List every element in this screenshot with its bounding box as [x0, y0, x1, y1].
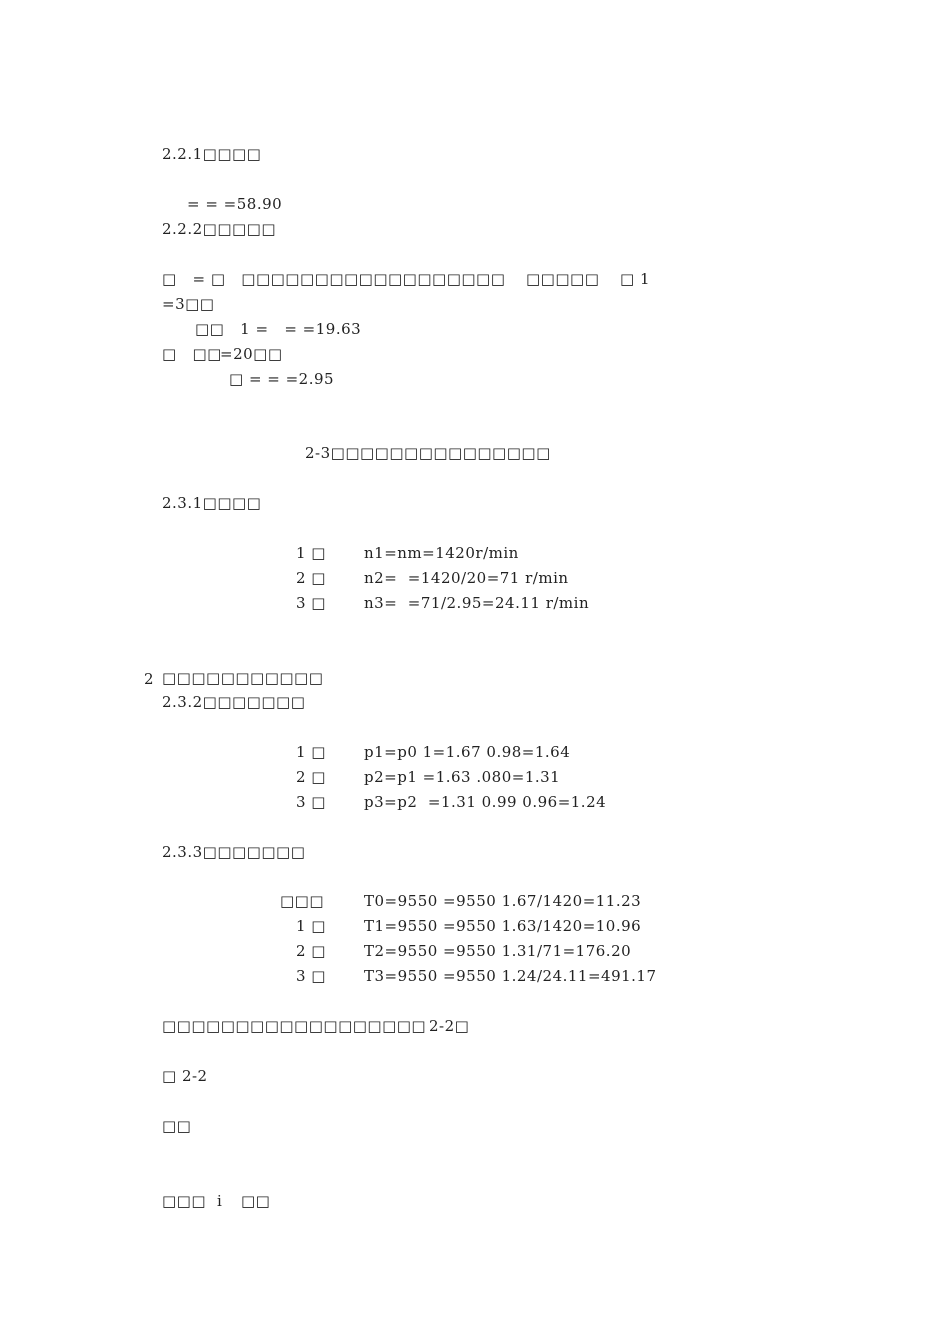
torque-value: T1=9550 =9550 1.63/1420=10.96: [364, 917, 642, 935]
speed-label: 2 □: [296, 569, 326, 587]
torque-label: □□□: [280, 892, 325, 910]
table-caption: □ 2-2: [162, 1067, 208, 1085]
text-line: □□□□□□□□□□□: [162, 669, 324, 687]
power-label: 1 □: [296, 743, 326, 761]
summary-text: □□□□□□□□□□□□□□□□□□: [162, 1017, 427, 1035]
power-label: 2 □: [296, 768, 326, 786]
torque-value: T0=9550 =9550 1.67/1420=11.23: [364, 892, 642, 910]
heading-2-3-3: 2.3.3□□□□□□□: [162, 843, 306, 861]
table-header-cell: □□□: [162, 1192, 207, 1210]
power-value: p2=p1 =1.63 .080=1.31: [364, 768, 561, 786]
table-header-cell: □□: [241, 1192, 271, 1210]
speed-value: n1=nm=1420r/min: [364, 544, 519, 562]
equation-line: = = =58.90: [187, 195, 283, 213]
torque-value: T3=9550 =9550 1.24/24.11=491.17: [364, 967, 657, 985]
summary-ref: 2-2□: [429, 1017, 470, 1035]
text-line: □□□□□: [526, 270, 600, 288]
heading-2-2-2: 2.2.2□□□□□: [162, 220, 277, 238]
section-heading-2-3: 2-3□□□□□□□□□□□□□□□: [305, 444, 551, 462]
power-value: p3=p2 =1.31 0.99 0.96=1.24: [364, 793, 607, 811]
torque-label: 3 □: [296, 967, 326, 985]
torque-label: 1 □: [296, 917, 326, 935]
side-number: 2: [144, 670, 155, 688]
text-line: □ 1: [620, 270, 650, 288]
equation-line: □ = = =2.95: [229, 370, 335, 388]
torque-value: T2=9550 =9550 1.31/71=176.20: [364, 942, 632, 960]
text-line: □ □□: [162, 345, 222, 363]
heading-2-3-2: 2.3.2□□□□□□□: [162, 693, 306, 711]
speed-value: n3= =71/2.95=24.11 r/min: [364, 594, 590, 612]
speed-label: 3 □: [296, 594, 326, 612]
torque-label: 2 □: [296, 942, 326, 960]
table-cell: □□: [162, 1117, 192, 1135]
heading-2-2-1: 2.2.1□□□□: [162, 145, 262, 163]
text-line: =20□□: [220, 345, 283, 363]
equation-line: □□ 1 = = =19.63: [195, 320, 362, 338]
speed-value: n2= =1420/20=71 r/min: [364, 569, 569, 587]
table-header-cell: i: [217, 1192, 223, 1210]
heading-2-3-1: 2.3.1□□□□: [162, 494, 262, 512]
power-value: p1=p0 1=1.67 0.98=1.64: [364, 743, 571, 761]
speed-label: 1 □: [296, 544, 326, 562]
text-line: =3□□: [162, 295, 215, 313]
text-line: □ = □ □□□□□□□□□□□□□□□□□□: [162, 270, 506, 288]
power-label: 3 □: [296, 793, 326, 811]
